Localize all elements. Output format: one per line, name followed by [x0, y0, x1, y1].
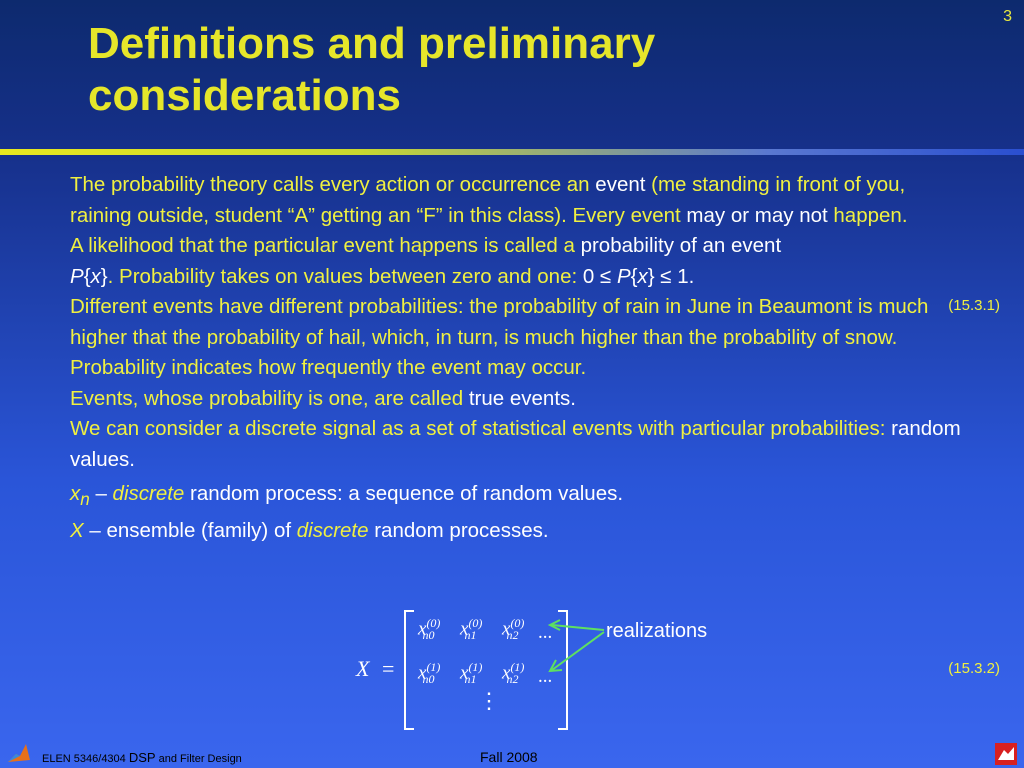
- matrix-vertical-dots: ⋮: [478, 688, 500, 713]
- title-line-2: considerations: [88, 71, 401, 120]
- matlab-logo-icon: [6, 742, 32, 766]
- term-discrete: discrete: [296, 518, 369, 542]
- matrix-row-dots: ...: [538, 666, 553, 687]
- realizations-label: realizations: [606, 620, 708, 642]
- term-random-values: random values.: [70, 417, 961, 471]
- text-fragment: A likelihood that the particular event happens is called a: [70, 234, 581, 257]
- matrix-cell: $x^{(0)}_{n2}$: [502, 616, 525, 643]
- paragraph-true-events: [70, 384, 970, 415]
- math-subscript-n: n: [80, 490, 90, 510]
- matrix-equals: =: [382, 656, 395, 681]
- matrix-lhs: X: [356, 656, 370, 681]
- title-line-1: Definitions and preliminary: [88, 19, 656, 68]
- math-P: P: [70, 264, 84, 288]
- paragraph-discrete-signal: [70, 414, 970, 475]
- arrow-to-row-1: [552, 632, 604, 670]
- paragraph-random-process: [70, 479, 970, 516]
- matrix-cell: $x^{(0)}_{n1}$: [460, 616, 483, 643]
- term-true-events: true events.: [468, 386, 576, 410]
- text-fragment: may or may not: [680, 203, 834, 227]
- math-leq: ≤: [654, 264, 678, 288]
- paragraph-probability: [70, 231, 970, 292]
- title-divider: [0, 149, 1024, 155]
- term-discrete: discrete: [112, 482, 185, 505]
- slide-title: [88, 18, 928, 122]
- math-one: 1.: [677, 264, 695, 288]
- paragraph-ensemble: [70, 516, 970, 547]
- text-fragment: We can consider a discrete signal as a set of statistical events with particular probabilities:: [70, 417, 892, 440]
- text-fragment: Events, whose probability is one, are called: [70, 386, 469, 410]
- text-fragment: –: [89, 482, 113, 505]
- text-fragment: of an event: [674, 234, 782, 257]
- text-fragment: random processes.: [368, 518, 549, 542]
- math-zero: 0: [582, 264, 595, 288]
- footer-term: Fall 2008: [480, 749, 538, 765]
- slide-body: [70, 170, 970, 546]
- math-X: X: [70, 518, 84, 542]
- math-leq: ≤: [594, 264, 617, 288]
- matrix-row-dots: ...: [538, 622, 553, 643]
- text-fragment: – ensemble (family) of: [83, 518, 297, 542]
- matrix-cell: $x^{(1)}_{n1}$: [460, 660, 483, 687]
- term-event: event: [595, 173, 646, 196]
- arrowhead-icon: [550, 660, 562, 671]
- matrix-cell: $x^{(1)}_{n0}$: [418, 660, 441, 687]
- equation-number-2: (15.3.2): [948, 660, 1000, 677]
- math-brace: {: [630, 264, 638, 288]
- matrix-left-bracket: [404, 610, 414, 730]
- math-brace: }: [100, 264, 108, 288]
- matrix-cell: $x^{(0)}_{n0}$: [418, 616, 441, 643]
- footer-course: ELEN 5346/4304 DSP and Filter Design: [42, 750, 242, 765]
- text-fragment: random process: a sequence of random values.: [184, 482, 624, 505]
- math-x: x: [637, 264, 648, 288]
- equation-number-1: (15.3.1): [948, 297, 1000, 314]
- text-fragment: happen.: [833, 203, 908, 227]
- math-P: P: [616, 264, 631, 288]
- paragraph-events: [70, 170, 970, 231]
- text-fragment: . Probability takes on values between zero and one:: [107, 264, 583, 288]
- text-fragment: event: [630, 203, 681, 227]
- math-x: x: [90, 264, 101, 288]
- matrix-cell: $x^{(1)}_{n2}$: [502, 660, 525, 687]
- term-probability: probability: [580, 234, 675, 257]
- slide-number: 3: [1003, 8, 1012, 25]
- math-x: x: [70, 482, 81, 505]
- math-brace: }: [647, 264, 655, 288]
- realizations-arrows: [530, 615, 610, 675]
- text-fragment: The probability theory calls every action or occurrence an: [70, 173, 596, 196]
- paragraph-different-probabilities: Different events have different probabilities: the probability of rain in June in Beaumont is much higher that the probability of hail, which, in turn, is much higher than the probability of snow. Probability indicates how frequently the event may occur.: [70, 295, 929, 379]
- text-fragment: (me standing in front of you, raining outside, student “A” getting an “F” in this class). Every: [70, 173, 906, 227]
- math-brace: {: [83, 264, 91, 288]
- university-logo-icon: [994, 742, 1018, 766]
